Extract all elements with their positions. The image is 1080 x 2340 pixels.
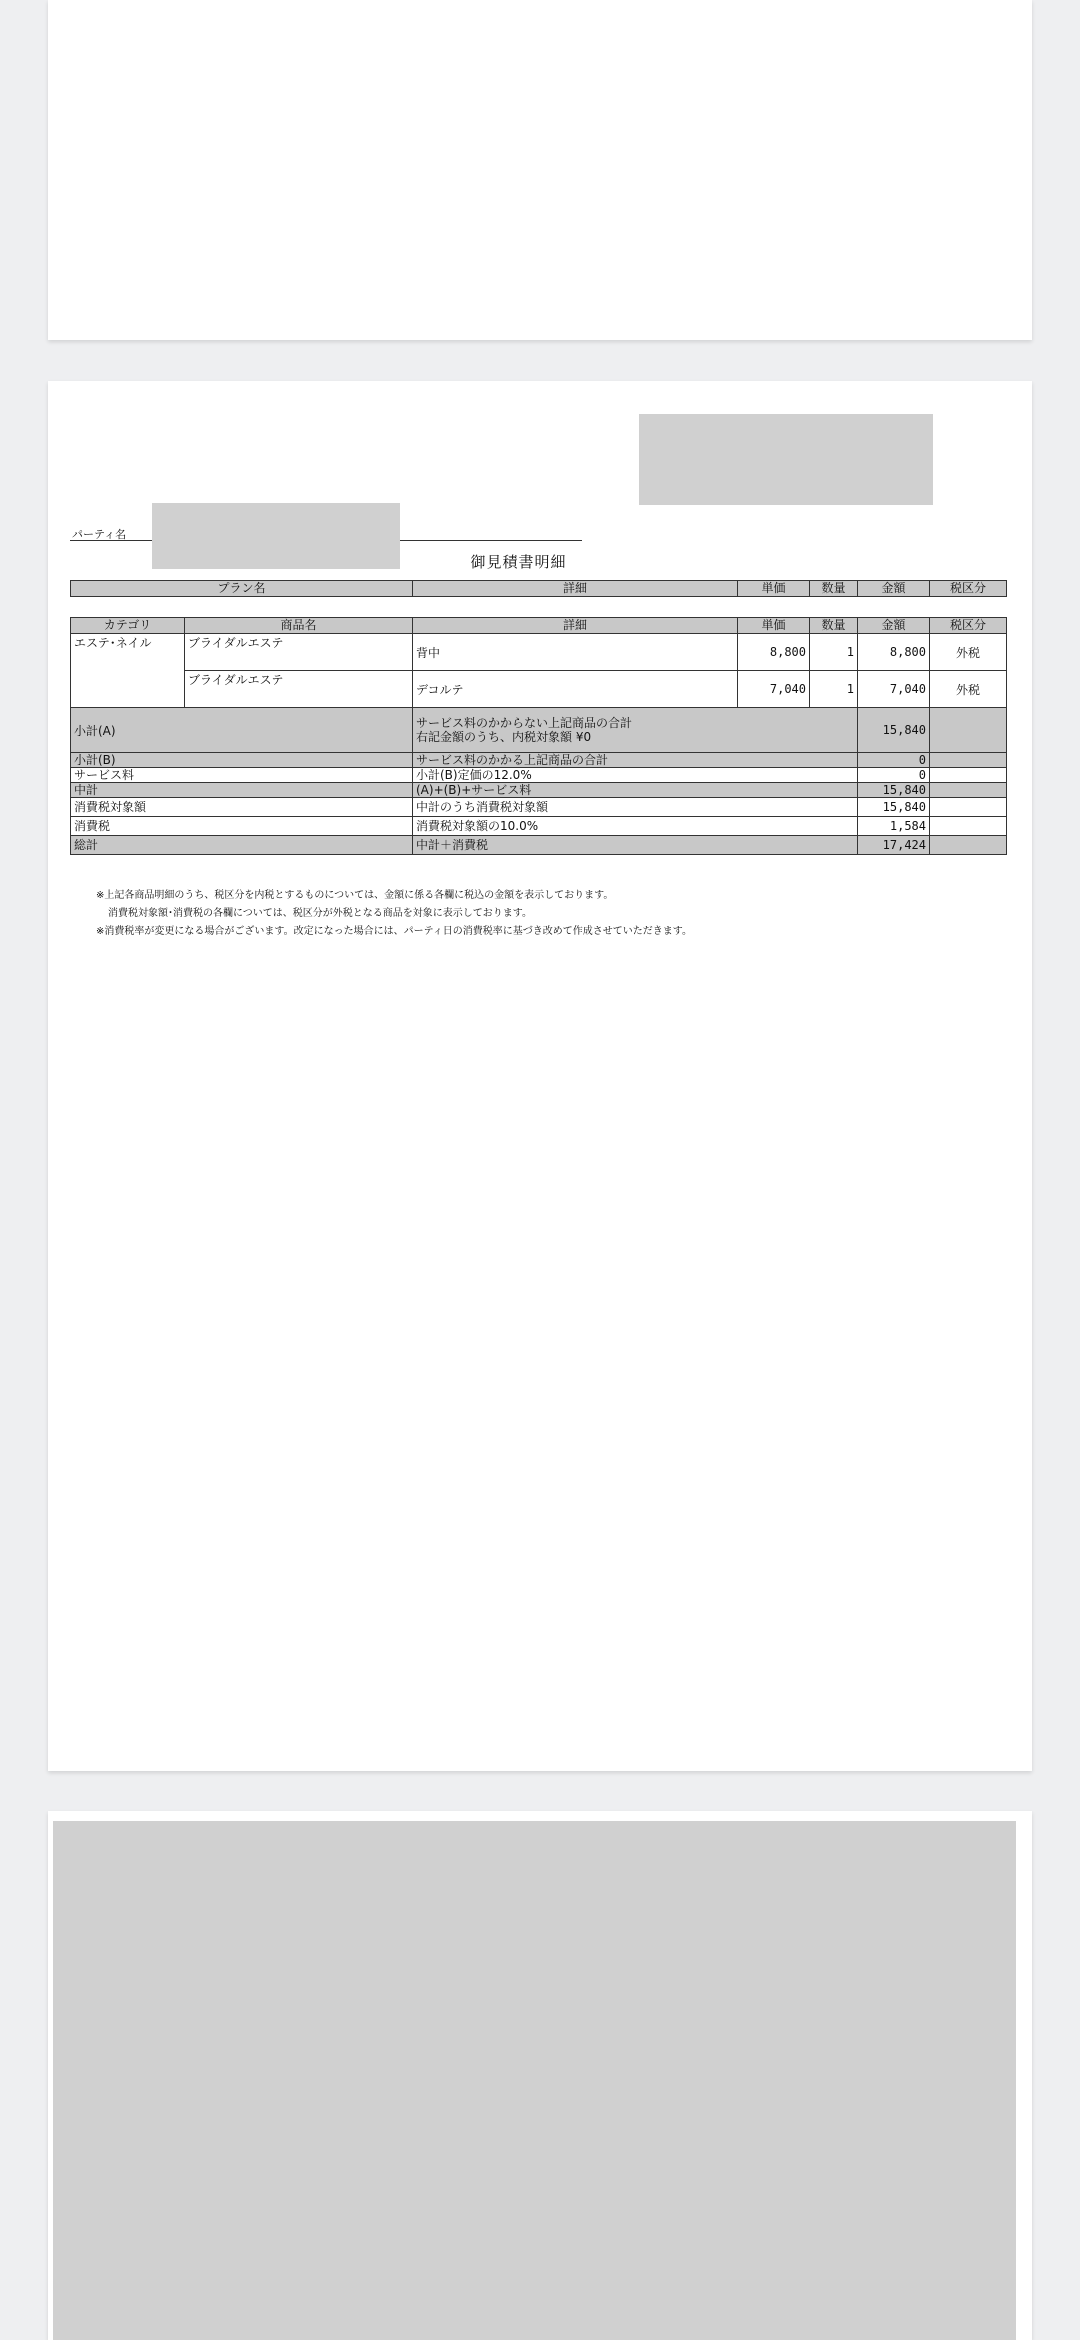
tax-type-cell: [930, 817, 1007, 836]
footnotes: [96, 887, 692, 941]
redacted-content: [53, 1821, 1016, 2340]
middle-total-label: 中計: [71, 783, 413, 798]
tax-type-cell: 外税: [930, 634, 1007, 671]
col-quantity: 数量: [810, 581, 858, 597]
subtotal-a-detail-line1: サービス料のかからない上記商品の合計: [416, 716, 633, 730]
col-detail: 詳細: [413, 581, 738, 597]
col-detail: 詳細: [413, 618, 738, 634]
col-tax-type: 税区分: [930, 618, 1007, 634]
amount-cell: 7,040: [858, 671, 930, 708]
service-fee-amount: 0: [858, 768, 930, 783]
taxable-amount-value: 15,840: [858, 798, 930, 817]
subtotal-b-amount: 0: [858, 753, 930, 768]
plan-table-header: [71, 581, 1007, 597]
taxable-amount-row: [71, 798, 1007, 817]
grand-total-label: 総計: [71, 836, 413, 855]
middle-total-amount: 15,840: [858, 783, 930, 798]
product-name-cell: ブライダルエステ: [185, 671, 413, 708]
pdf-page-1: [48, 0, 1032, 340]
footnote: ※上記各商品明細のうち、税区分を内税とするものについては、金額に係る各欄に税込の金額を表示しております。: [96, 890, 614, 901]
tax-type-cell: [930, 768, 1007, 783]
col-unit-price: 単価: [738, 618, 810, 634]
party-name-label: パーティ名: [72, 528, 127, 541]
tax-type-cell: 外税: [930, 671, 1007, 708]
subtotal-a-amount: 15,840: [858, 708, 930, 753]
plan-table: [70, 580, 1007, 597]
tax-type-cell: [930, 836, 1007, 855]
tax-type-cell: [930, 798, 1007, 817]
subtotal-a-label: 小計(A): [71, 708, 413, 753]
detail-cell: デコルテ: [413, 671, 738, 708]
detail-cell: 背中: [413, 634, 738, 671]
amount-cell: 8,800: [858, 634, 930, 671]
pdf-page-3: [48, 1811, 1032, 2340]
subtotal-a-detail-line2: 右記金額のうち、内税対象額 ¥0: [416, 730, 592, 744]
consumption-tax-amount: 1,584: [858, 817, 930, 836]
footnote: ※消費税率が変更になる場合がございます。改定になった場合には、パーティ日の消費税率に基づき改めて作成させていただきます。: [96, 926, 692, 937]
service-fee-label: サービス料: [71, 768, 413, 783]
col-category: カテゴリ: [71, 618, 185, 634]
grand-total-amount: 17,424: [858, 836, 930, 855]
consumption-tax-label: 消費税: [71, 817, 413, 836]
service-fee-row: [71, 768, 1007, 783]
table-row: [71, 634, 1007, 671]
subtotal-a-detail: [413, 708, 858, 753]
col-product-name: 商品名: [185, 618, 413, 634]
document-title: 御見積書明細: [470, 553, 567, 571]
subtotal-b-detail: サービス料のかかる上記商品の合計: [413, 753, 858, 768]
middle-total-row: [71, 783, 1007, 798]
service-fee-detail: 小計(B)定価の12.0%: [413, 768, 858, 783]
subtotal-a-row: [71, 708, 1007, 753]
tax-type-cell: [930, 753, 1007, 768]
items-table: [70, 617, 1007, 855]
col-amount: 金額: [858, 581, 930, 597]
product-name-cell: ブライダルエステ: [185, 634, 413, 671]
col-amount: 金額: [858, 618, 930, 634]
pdf-page-2: [48, 381, 1032, 1771]
grand-total-detail: 中計＋消費税: [413, 836, 858, 855]
taxable-amount-label: 消費税対象額: [71, 798, 413, 817]
tax-type-cell: [930, 708, 1007, 753]
subtotal-b-row: [71, 753, 1007, 768]
consumption-tax-detail: 消費税対象額の10.0%: [413, 817, 858, 836]
taxable-amount-detail: 中計のうち消費税対象額: [413, 798, 858, 817]
redacted-logo: [639, 414, 933, 505]
footnote: 消費税対象額･消費税の各欄については、税区分が外税となる商品を対象に表示しております。: [108, 908, 532, 919]
quantity-cell: 1: [810, 634, 858, 671]
col-plan-name: プラン名: [71, 581, 413, 597]
tax-type-cell: [930, 783, 1007, 798]
unit-price-cell: 8,800: [738, 634, 810, 671]
table-row: [71, 671, 1007, 708]
items-table-header: [71, 618, 1007, 634]
col-unit-price: 単価: [738, 581, 810, 597]
grand-total-row: [71, 836, 1007, 855]
col-tax-type: 税区分: [930, 581, 1007, 597]
middle-total-detail: (A)+(B)+サービス料: [413, 783, 858, 798]
col-quantity: 数量: [810, 618, 858, 634]
quantity-cell: 1: [810, 671, 858, 708]
category-cell: エステ･ネイル: [71, 634, 185, 708]
subtotal-b-label: 小計(B): [71, 753, 413, 768]
consumption-tax-row: [71, 817, 1007, 836]
unit-price-cell: 7,040: [738, 671, 810, 708]
